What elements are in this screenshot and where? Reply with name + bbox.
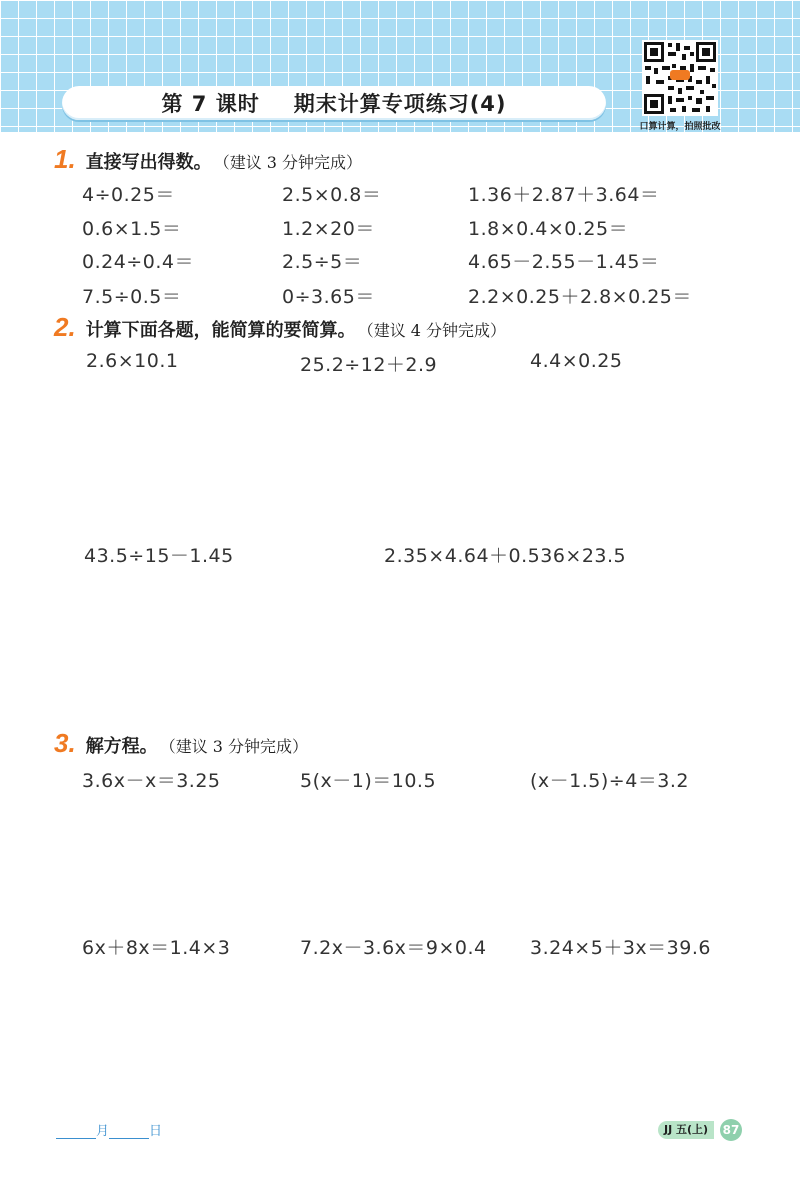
- section-time-note: （建议 3 分钟完成）: [213, 153, 363, 172]
- section-2-heading: [54, 312, 506, 343]
- calc-item: 43.5÷15－1.45: [84, 545, 234, 567]
- page-title: 期末计算专项练习(4): [293, 92, 507, 116]
- section-title: 计算下面各题，能简算的要简算。: [85, 320, 356, 341]
- section-3-heading: [54, 728, 308, 759]
- oral-item: 0.6×1.5＝: [82, 218, 182, 240]
- lesson-title-bar: [62, 86, 606, 120]
- equation-item: 7.2x－3.6x＝9×0.4: [300, 937, 487, 959]
- oral-item: 2.2×0.25＋2.8×0.25＝: [468, 286, 692, 308]
- calc-item: 2.6×10.1: [86, 350, 179, 372]
- section-number: 1.: [54, 144, 76, 174]
- oral-item: 0÷3.65＝: [282, 286, 375, 308]
- qr-caption: 口算计算，拍照批改: [639, 122, 721, 132]
- equation-item: 5(x－1)＝10.5: [300, 770, 437, 792]
- oral-item: 4÷0.25＝: [82, 184, 175, 206]
- oral-item: 1.2×20＝: [282, 218, 375, 240]
- section-time-note: （建议 3 分钟完成）: [159, 737, 309, 756]
- book-tag: JJ 五(上): [658, 1121, 714, 1139]
- oral-item: 7.5÷0.5＝: [82, 286, 182, 308]
- lesson-number: 第 7 课时: [161, 92, 260, 116]
- date-fill-in: [56, 1120, 162, 1139]
- section-title: 直接写出得数。: [85, 152, 212, 173]
- equation-item: 3.24×5＋3x＝39.6: [530, 937, 711, 959]
- section-title: 解方程。: [85, 736, 158, 757]
- oral-item: 1.36＋2.87＋3.64＝: [468, 184, 660, 206]
- oral-item: 1.8×0.4×0.25＝: [468, 218, 629, 240]
- section-number: 3.: [54, 728, 76, 758]
- equation-item: 6x＋8x＝1.4×3: [82, 937, 231, 959]
- day-label: 日: [149, 1124, 163, 1139]
- month-blank[interactable]: [56, 1124, 96, 1139]
- section-1-heading: [54, 144, 362, 175]
- oral-item: 4.65－2.55－1.45＝: [468, 251, 660, 273]
- calc-item: 4.4×0.25: [530, 350, 623, 372]
- equation-item: 3.6x－x＝3.25: [82, 770, 221, 792]
- day-blank[interactable]: [109, 1124, 149, 1139]
- section-number: 2.: [54, 312, 76, 342]
- oral-item: 0.24÷0.4＝: [82, 251, 194, 273]
- section-time-note: （建议 4 分钟完成）: [357, 321, 507, 340]
- calc-item: 25.2÷12＋2.9: [300, 354, 438, 376]
- month-label: 月: [96, 1124, 110, 1139]
- calc-item: 2.35×4.64＋0.536×23.5: [384, 545, 627, 567]
- page-number-badge: 87: [720, 1119, 742, 1141]
- oral-item: 2.5÷5＝: [282, 251, 363, 273]
- qr-code-icon[interactable]: [642, 40, 718, 116]
- equation-item: (x－1.5)÷4＝3.2: [530, 770, 690, 792]
- oral-item: 2.5×0.8＝: [282, 184, 382, 206]
